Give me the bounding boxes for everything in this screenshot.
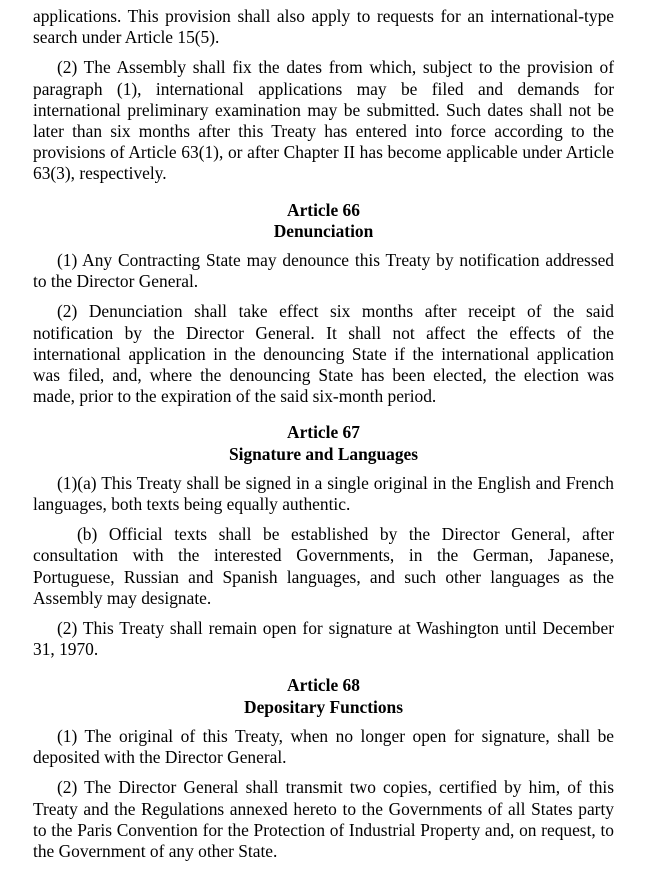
article-66-heading: [33, 200, 614, 242]
article-67-section: [33, 422, 614, 660]
document-page: [33, 6, 614, 871]
article-68-section: [33, 675, 614, 862]
intro-paragraph-2: (2) The Assembly shall fix the dates from which, subject to the provision of paragraph (1), international applications may be filed and demands for international preliminary examination may be submitted. Such dates shall not be later than six months after this Treaty has entered into force according to the provisions of Article 63(1), or after Chapter II has become applicable under Article 63(3), respectively.: [33, 57, 614, 184]
article-66-paragraph-2: (2) Denunciation shall take effect six months after receipt of the said notification by the Director General. It shall not affect the effects of the international application in the denouncing State if the international application was filed, and, where the denouncing State has been elected, the election was made, prior to the expiration of the said six-month period.: [33, 301, 614, 407]
article-68-paragraph-2: (2) The Director General shall transmit two copies, certified by him, of this Treaty and the Regulations annexed hereto to the Governments of all States party to the Paris Convention for the Protection of Industrial Property and, on request, to the Government of any other State.: [33, 777, 614, 861]
intro-paragraph-continued: applications. This provision shall also apply to requests for an international-type search under Article 15(5).: [33, 6, 614, 48]
article-67-paragraph-1a: (1)(a) This Treaty shall be signed in a single original in the English and French languages, both texts being equally authentic.: [33, 472, 614, 515]
article-66-section: [33, 200, 614, 408]
article-67-number: Article 67: [287, 422, 360, 443]
article-67-paragraph-2: (2) This Treaty shall remain open for signature at Washington until December 31, 1970.: [33, 618, 614, 660]
article-68-title: Depositary Functions: [244, 696, 403, 717]
article-68-number: Article 68: [287, 675, 360, 696]
article-68-heading: [33, 675, 614, 717]
article-66-paragraph-1: (1) Any Contracting State may denounce this Treaty by notification addressed to the Director General.: [33, 250, 614, 292]
article-67-heading: [33, 422, 614, 464]
article-66-title: Denunciation: [273, 220, 374, 241]
article-68-paragraph-1: (1) The original of this Treaty, when no longer open for signature, shall be deposited with the Director General.: [33, 725, 614, 768]
article-67-title: Signature and Languages: [228, 443, 419, 464]
article-66-number: Article 66: [287, 199, 360, 220]
article-67-paragraph-1b: (b) Official texts shall be established by the Director General, after consultation with the interested Governments, in the German, Japanese, Portuguese, Russian and Spanish languages, and such other languages as the Assembly may designate.: [33, 524, 614, 608]
